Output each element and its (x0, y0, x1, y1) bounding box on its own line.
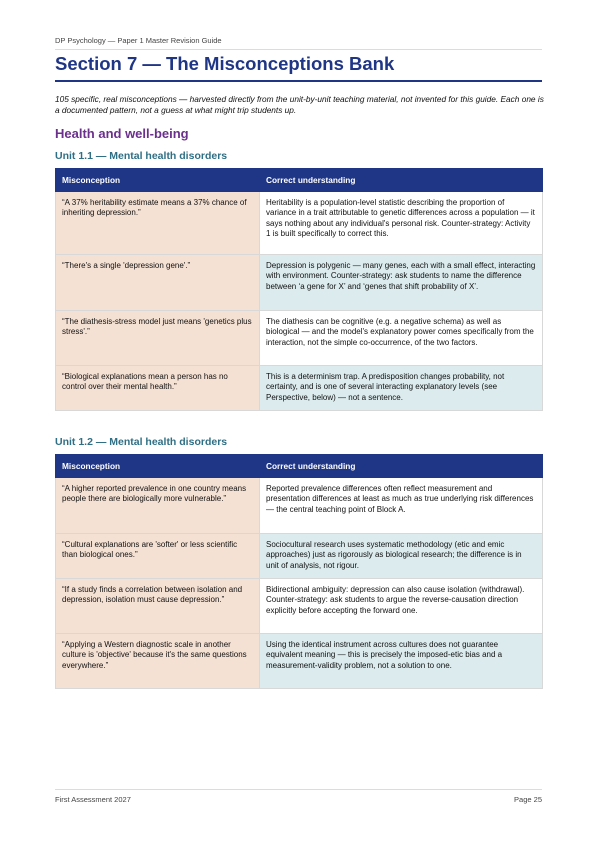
misconception-cell: “Cultural explanations are 'softer' or less scientific than biological ones.” (56, 534, 260, 579)
running-header: DP Psychology — Paper 1 Master Revision Guide (55, 36, 542, 50)
correct-understanding-cell: Bidirectional ambiguity: depression can also cause isolation (withdrawal). Counter-strategy: ask students to argue the reverse-causation direction explicitly before accepting the forward one. (260, 579, 543, 634)
misconception-cell: “There's a single 'depression gene'.” (56, 255, 260, 311)
misconception-cell: “The diathesis-stress model just means 'genetics plus stress'.” (56, 311, 260, 366)
correct-understanding-cell: Using the identical instrument across cultures does not guarantee equivalent meaning — this is precisely the imposed-etic bias and a measurement-validity problem, not a solution to one. (260, 634, 543, 689)
misconception-cell: “A higher reported prevalence in one country means people there are biologically more vulnerable.” (56, 478, 260, 534)
table-row (56, 478, 543, 534)
misconception-cell: “A 37% heritability estimate means a 37% chance of inheriting depression.” (56, 192, 260, 255)
section-intro: 105 specific, real misconceptions — harvested directly from the unit-by-unit teaching material, not invented for this guide. Each one is a documented pattern, not a guess at what might trip students up. (55, 94, 544, 115)
misconception-cell: “Applying a Western diagnostic scale in another culture is 'objective' because it's the same questions everywhere.” (56, 634, 260, 689)
misconception-cell: “Biological explanations mean a person has no control over their mental health.” (56, 366, 260, 411)
table-row (56, 255, 543, 311)
table-row (56, 366, 543, 411)
correct-understanding-cell: This is a determinism trap. A predisposition changes probability, not certainty, and is one of several interacting explanatory levels (see Perspective, below) — not a sentence. (260, 366, 543, 411)
table-header-row (56, 169, 543, 192)
section-title: Section 7 — The Misconceptions Bank (55, 53, 542, 82)
table-row (56, 311, 543, 366)
table-row (56, 634, 543, 689)
misconception-cell: “If a study finds a correlation between isolation and depression, isolation must cause depression.” (56, 579, 260, 634)
footer-left-text: First Assessment 2027 (55, 795, 131, 804)
page-number: Page 25 (514, 795, 542, 804)
column-header-misconception: Misconception (56, 455, 260, 478)
correct-understanding-cell: Sociocultural research uses systematic methodology (etic and emic approaches) just as rigorously as biological research; the difference is in unit of analysis, not rigour. (260, 534, 543, 579)
correct-understanding-cell: Depression is polygenic — many genes, each with a small effect, interacting with environment. Counter-strategy: ask students to name the difference between ‘a gene for X’ and ‘genes that shift probability of X’. (260, 255, 543, 311)
correct-understanding-cell: The diathesis can be cognitive (e.g. a negative schema) as well as biological — and the model's explanatory power comes specifically from the interaction, not the simple co-occurrence, of the two factors. (260, 311, 543, 366)
column-header-correct-understanding: Correct understanding (260, 455, 543, 478)
table-row (56, 534, 543, 579)
running-footer (55, 789, 542, 804)
table-row (56, 192, 543, 255)
column-header-correct-understanding: Correct understanding (260, 169, 543, 192)
unit-heading: Unit 1.2 — Mental health disorders (55, 436, 228, 448)
unit-heading: Unit 1.1 — Mental health disorders (55, 150, 228, 162)
correct-understanding-cell: Heritability is a population-level statistic describing the proportion of variance in a trait attributable to genetic differences across a population — it says nothing about any individual's personal risk. Counter-strategy: Activity 1 is built specifically to correct this. (260, 192, 543, 255)
misconceptions-table (55, 454, 543, 689)
table-row (56, 579, 543, 634)
correct-understanding-cell: Reported prevalence differences often reflect measurement and presentation differences at least as much as true underlying risk differences — the central teaching point of Block A. (260, 478, 543, 534)
table-header-row (56, 455, 543, 478)
column-header-misconception: Misconception (56, 169, 260, 192)
category-heading: Health and well-being (55, 126, 189, 141)
misconceptions-table (55, 168, 543, 411)
